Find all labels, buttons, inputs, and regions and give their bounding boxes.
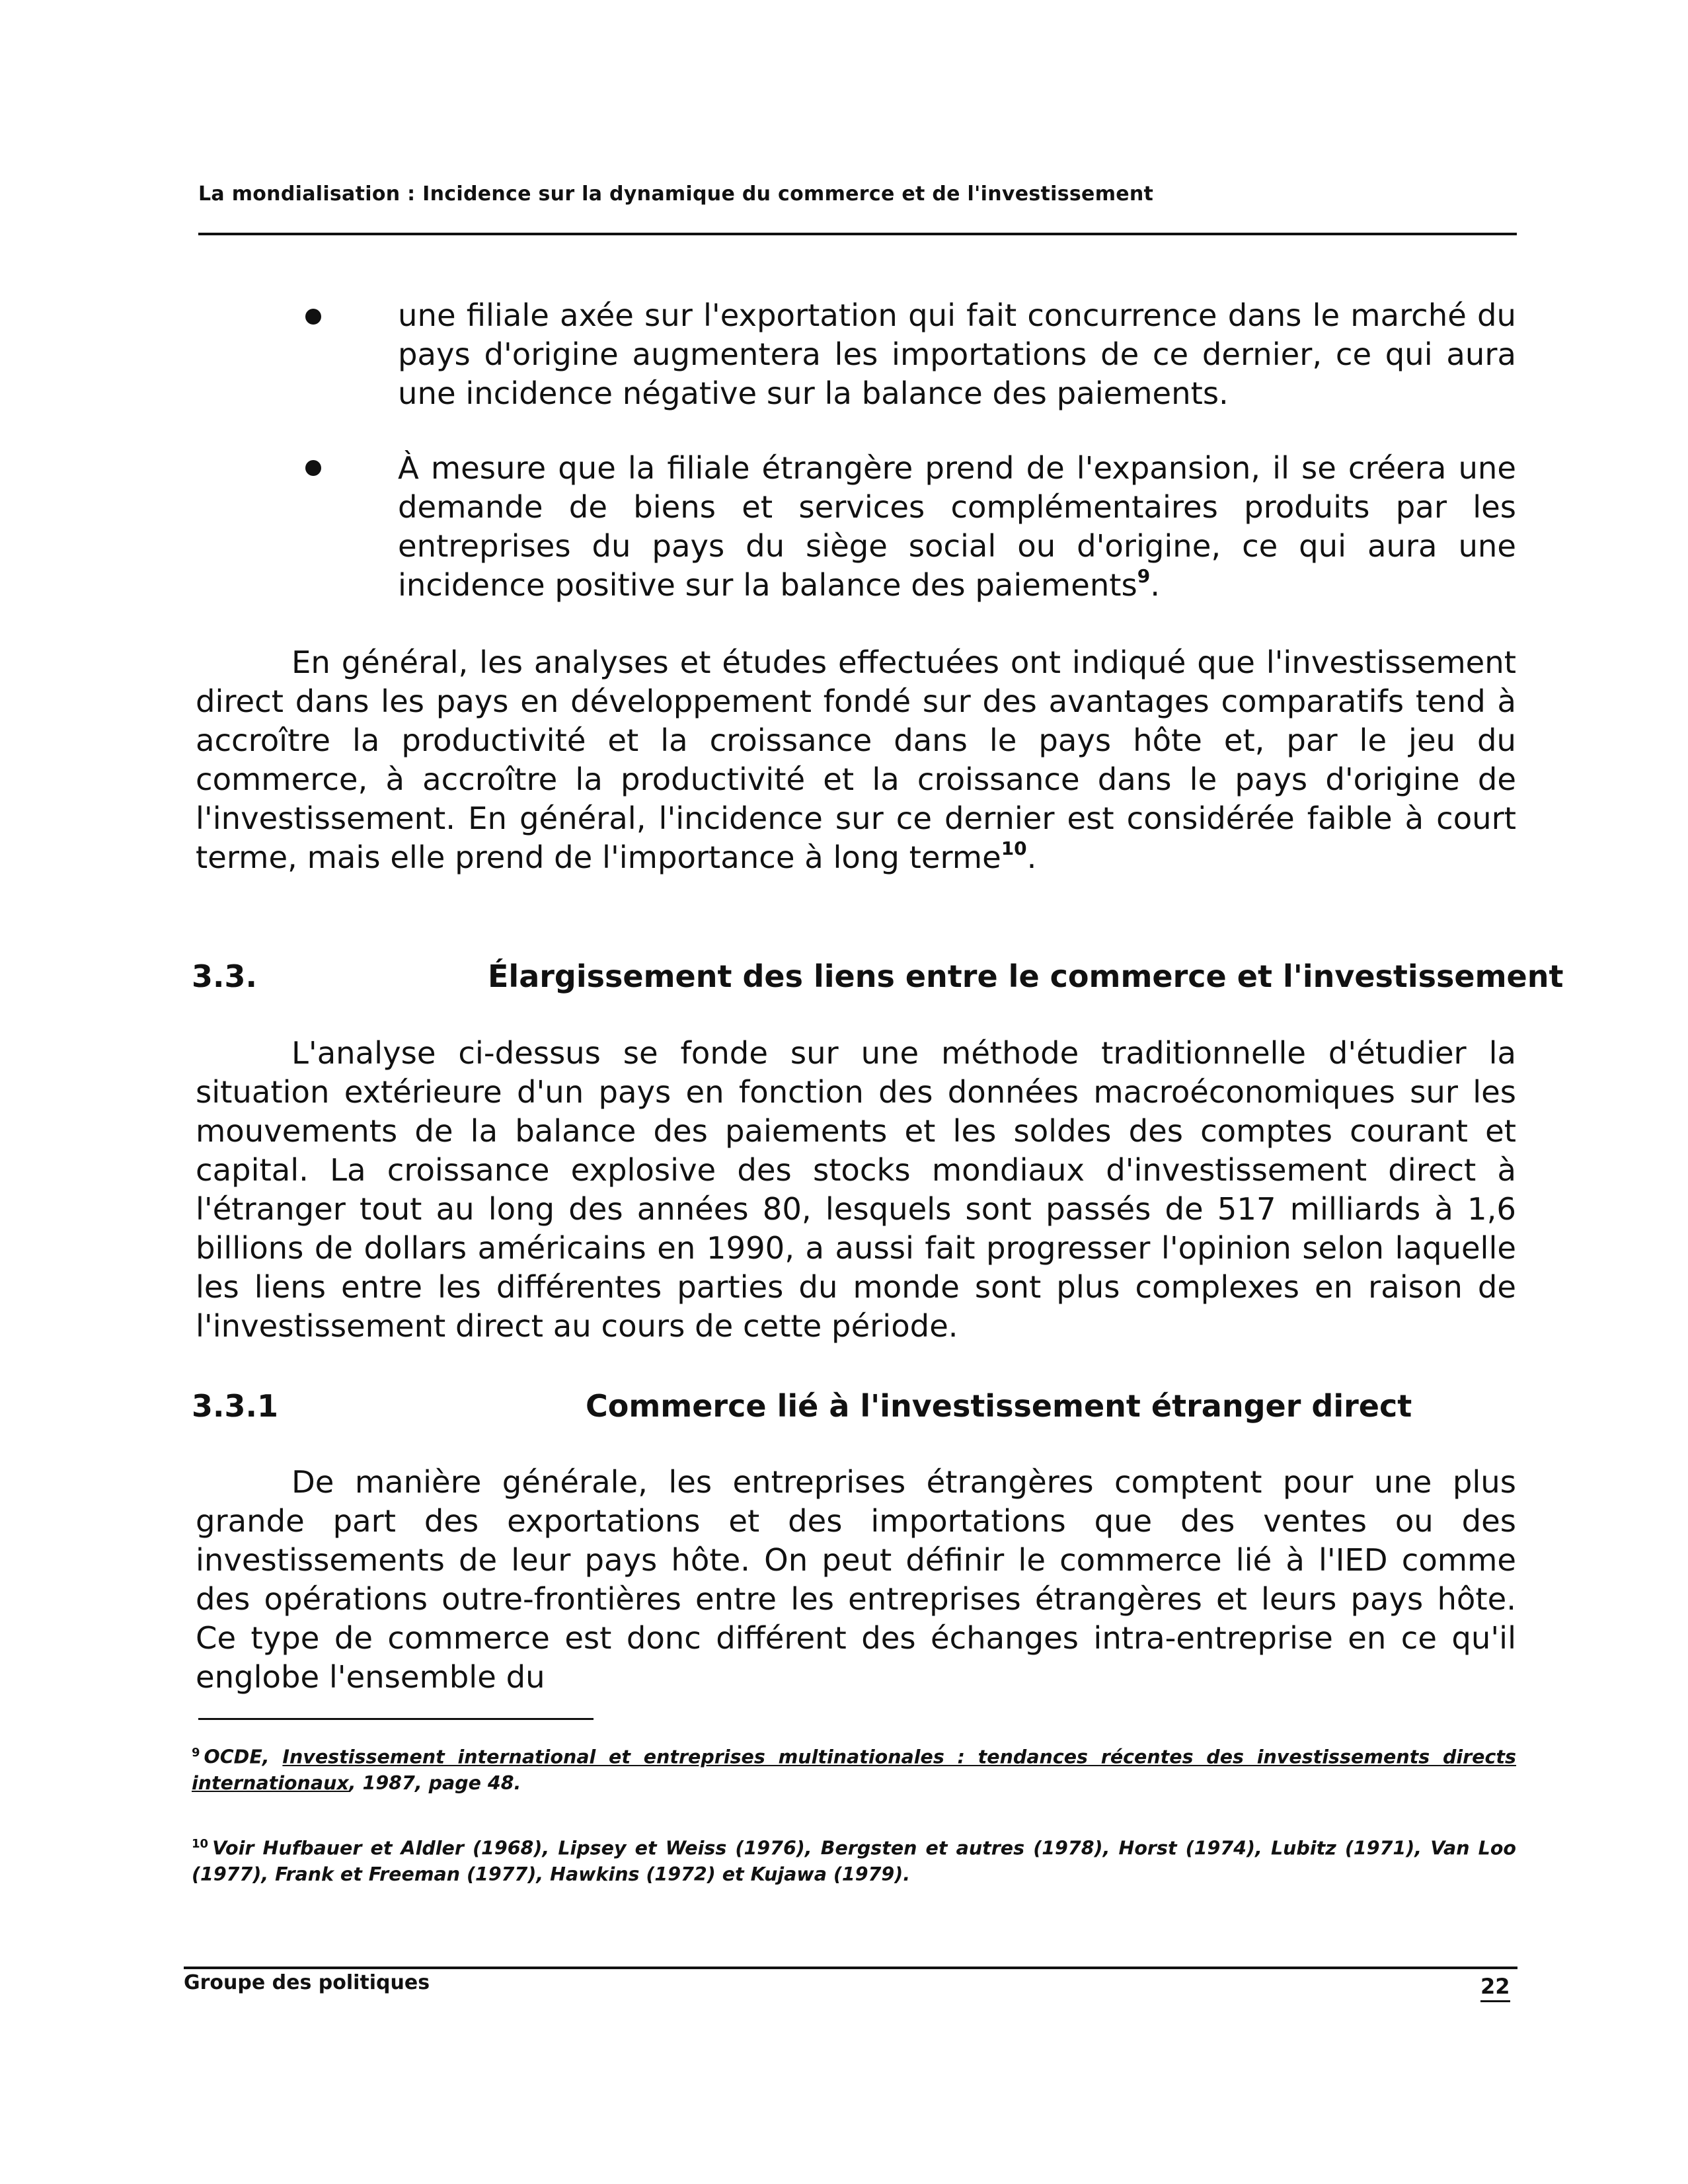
bullet-icon — [305, 309, 321, 325]
footnote-text: Voir Hufbauer et Aldler (1968), Lipsey et Weiss (1976), Bergsten et autres (1978), Horst (1974), Lubitz (1971), Van Loo (1977), Frank et Freeman (1977), Hawkins (1972) et Kujawa (1979). — [192, 1837, 1516, 1885]
section-heading — [192, 958, 1564, 994]
bullet-icon — [305, 460, 321, 476]
bullet-text: À mesure que la filiale étrangère prend de l'expansion, il se créera une demande de biens et services complémentaires produits par les entreprises du pays du siège social ou d'origine, ce qui aura une incidence positive sur la balance des paiements — [398, 450, 1516, 603]
footnote — [192, 1740, 1516, 1796]
section-number: 3.3. — [192, 958, 257, 994]
bullet-text-end: . — [1150, 567, 1161, 603]
subsection-title: Commerce lié à l'investissement étranger direct — [586, 1388, 1412, 1424]
footnote-mark: 9 — [192, 1746, 200, 1760]
section-title: Élargissement des liens entre le commerce et l'investissement — [488, 958, 1564, 994]
page-number: 22 — [1480, 1974, 1510, 2002]
paragraph — [196, 643, 1516, 877]
footer-label: Groupe des politiques — [184, 1971, 430, 1994]
header-rule — [198, 233, 1517, 235]
footnote-reference: 10 — [1001, 837, 1027, 859]
subsection-number: 3.3.1 — [192, 1388, 278, 1424]
footnote-lead: OCDE, — [204, 1746, 283, 1768]
footer-rule — [184, 1967, 1517, 1969]
paragraph: De manière générale, les entreprises étrangères comptent pour une plus grande part des exportations et des importations que des ventes ou des investissements de leur pays hôte. On peut définir le commerce lié à l'IED comme des opérations outre-frontières entre les entreprises étrangères et leurs pays hôte. Ce type de commerce est donc différent des échanges intra-entreprise en ce qu'il englobe l'ensemble du — [196, 1464, 1516, 1695]
footnote-title: Investissement international et entreprises multinationales : tendances récentes des investissements directs internationaux — [192, 1746, 1516, 1794]
paragraph: L'analyse ci-dessus se fonde sur une méthode traditionnelle d'étudier la situation extérieure d'un pays en fonction des données macroéconomiques sur les mouvements de la balance des paiements et les soldes des comptes courant et capital. La croissance explosive des stocks mondiaux d'investissement direct à l'étranger tout au long des années 80, lesquels sont passés de 517 milliards à 1,6 billions de dollars américains en 1990, a aussi fait progresser l'opinion selon laquelle les liens entre les différentes parties du monde sont plus complexes en raison de l'investissement direct au cours de cette période. — [196, 1035, 1516, 1344]
footnote-tail: , 1987, page 48. — [348, 1772, 521, 1794]
bullet-text: une filiale axée sur l'exportation qui fait concurrence dans le marché du pays d'origine augmentera les importations de ce dernier, ce qui aura une incidence négative sur la balance des paiements. — [398, 297, 1516, 411]
running-header: La mondialisation : Incidence sur la dynamique du commerce et de l'investissement — [198, 182, 1154, 206]
subsection-heading — [192, 1388, 1412, 1424]
footnote — [192, 1831, 1516, 1887]
bullet-item — [398, 296, 1516, 413]
footnote-separator — [198, 1718, 594, 1720]
footnote-mark: 10 — [192, 1837, 209, 1851]
footnote-reference: 9 — [1137, 565, 1151, 587]
bullet-item — [398, 449, 1516, 605]
paragraph-text: En général, les analyses et études effectuées ont indiqué que l'investissement direct dans les pays en développement fondé sur des avantages comparatifs tend à accroître la productivité et la croissance dans le pays hôte et, par le jeu du commerce, à accroître la productivité et la croissance dans le pays d'origine de l'investissement. En général, l'incidence sur ce dernier est considérée faible à court terme, mais elle prend de l'importance à long terme — [196, 644, 1516, 875]
paragraph-text-end: . — [1026, 839, 1037, 875]
